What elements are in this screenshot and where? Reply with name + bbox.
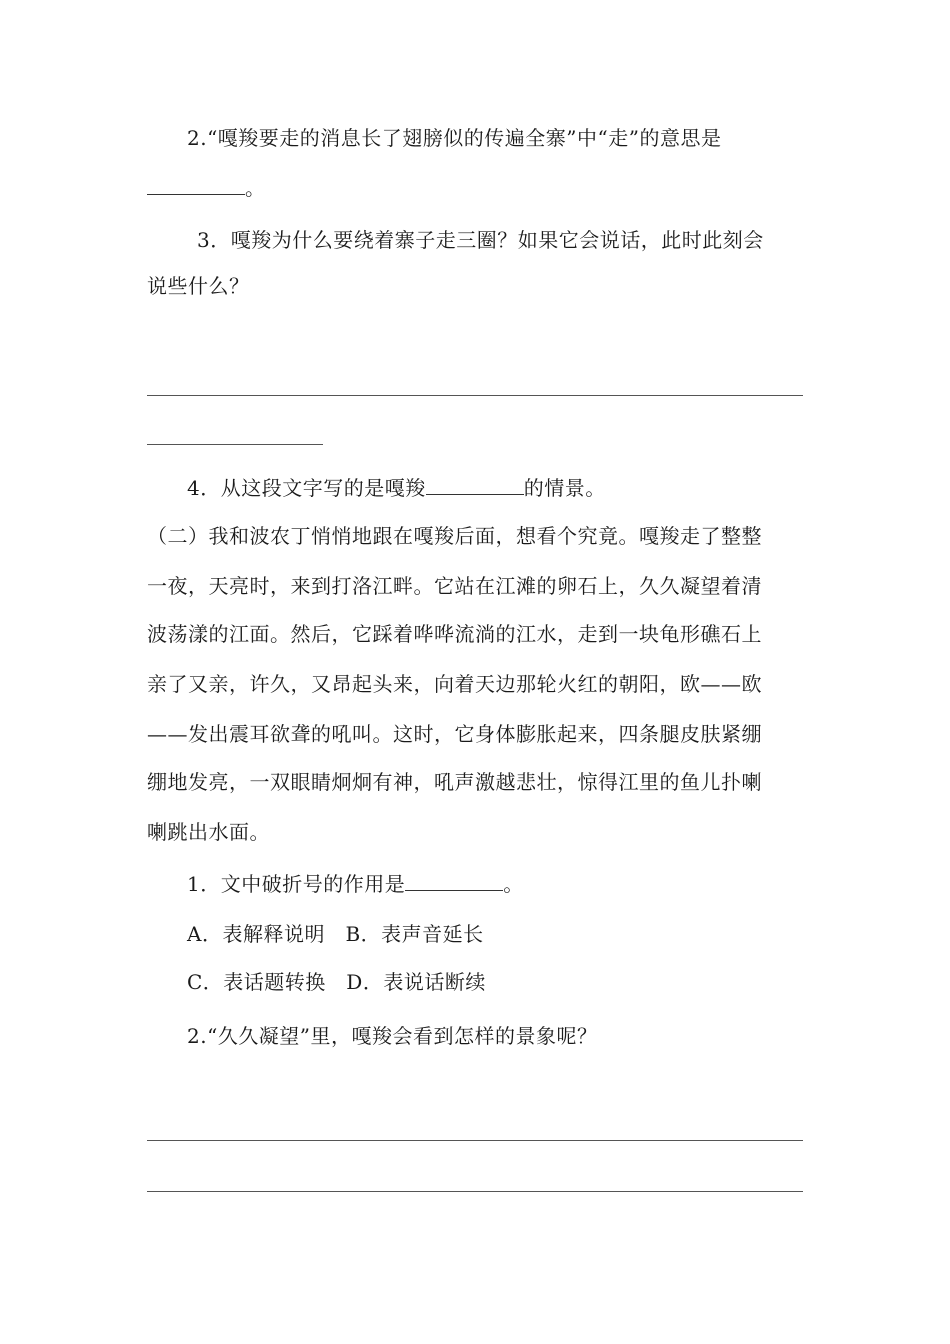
passage-line: 波荡漾的江面。然后，它踩着哗哗流淌的江水，走到一块龟形礁石上: [147, 622, 762, 646]
question-3-line-2: 说些什么？: [147, 274, 250, 298]
options-row-1[interactable]: A．表解释说明 B．表声音延长: [187, 922, 484, 946]
passage-line: 亲了又亲，许久，又昂起头来，向着天边那轮火红的朝阳，欧——欧: [147, 672, 762, 696]
section2-question-1: 1．文中破折号的作用是 。: [187, 872, 524, 896]
question-4: 4．从这段文字写的是嘎羧 的情景。: [187, 476, 606, 500]
passage-line: （二）我和波农丁悄悄地跟在嘎羧后面，想看个究竟。嘎羧走了整整: [147, 524, 762, 548]
question-2-label: 2.“嘎羧要走的消息长了翅膀似的传遍全寨”中“走”的意思是: [187, 126, 722, 150]
answer-rule[interactable]: [147, 1140, 803, 1141]
question-2-answer-line: 。: [147, 174, 266, 202]
passage-line: 一夜，天亮时，来到打洛江畔。它站在江滩的卵石上，久久凝望着清: [147, 574, 762, 598]
answer-blank[interactable]: [405, 870, 503, 891]
options-row-2[interactable]: C．表话题转换 D．表说话断续: [187, 970, 486, 994]
question-3-line-1: 3．嘎羧为什么要绕着寨子走三圈？如果它会说话，此时此刻会: [197, 228, 764, 252]
section2-question-2: 2.“久久凝望”里，嘎羧会看到怎样的景象呢？: [187, 1024, 598, 1048]
passage-line: 喇跳出水面。: [147, 820, 270, 844]
answer-blank[interactable]: [147, 174, 245, 195]
question-2-text: [187, 124, 721, 152]
passage-line: 绷地发亮，一双眼睛炯炯有神，吼声激越悲壮，惊得江里的鱼儿扑喇: [147, 770, 762, 794]
passage-line: ——发出震耳欲聋的吼叫。这时，它身体膨胀起来，四条腿皮肤紧绷: [147, 722, 762, 746]
answer-rule-short[interactable]: [147, 444, 323, 445]
answer-rule[interactable]: [147, 1191, 803, 1192]
answer-blank[interactable]: [426, 474, 524, 495]
answer-rule[interactable]: [147, 395, 803, 396]
